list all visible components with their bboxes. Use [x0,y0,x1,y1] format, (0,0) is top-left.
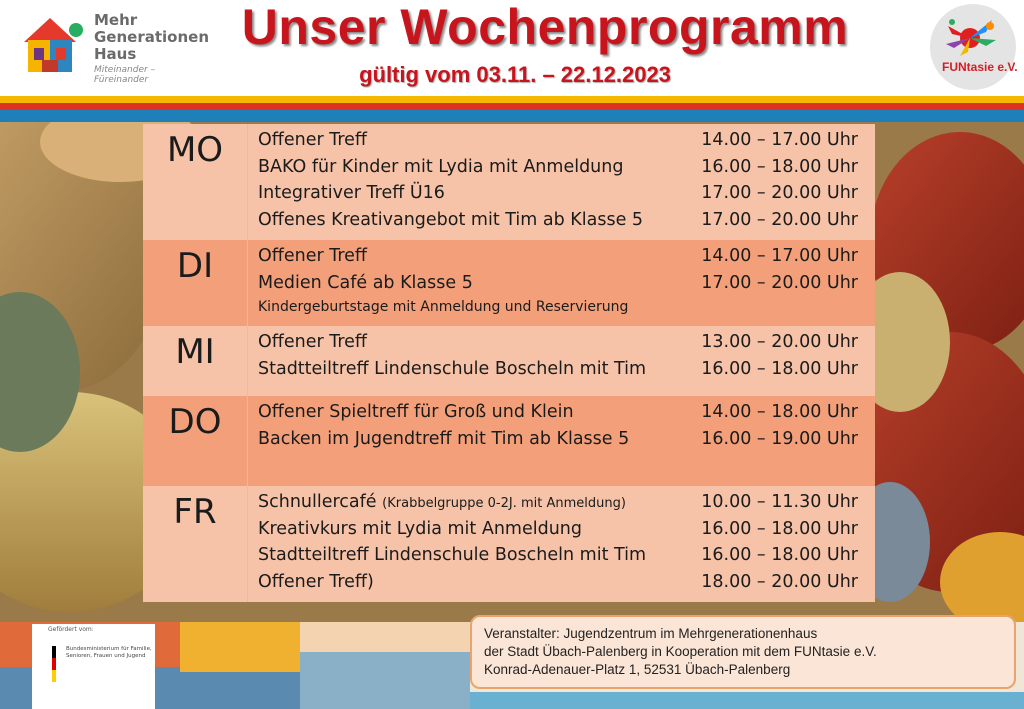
entry-time: 17.00 – 20.00 Uhr [701,183,858,203]
logo-text [94,12,210,85]
schedule-row-do [143,396,875,486]
entry-name: Kreativkurs mit Lydia mit Anmeldung [258,518,582,539]
schedule-entry [258,155,868,182]
entry-time: 16.00 – 18.00 Uhr [701,518,858,539]
entry-name: Offener Treff) [258,571,374,592]
organizer-line-1: Veranstalter: Jugendzentrum im Mehrgenerationenhaus [484,626,818,641]
entry-name: Backen im Jugendtreff mit Tim ab Klasse 5 [258,428,630,449]
day-label: DI [176,246,214,286]
schedule-entry [258,570,868,597]
page-subtitle: gültig vom 03.11. – 22.12.2023 [359,62,671,87]
stripe-yellow [0,96,1024,103]
day-cell [143,240,248,326]
entry-name: Stadtteiltreff Lindenschule Boscheln mit Tim [258,358,647,379]
day-label: MO [166,130,224,170]
schedule-entry [258,128,868,155]
entry-time: 17.00 – 20.00 Uhr [701,272,858,293]
entry-time: 18.00 – 20.00 Uhr [701,571,858,592]
entry-time: 16.00 – 18.00 Uhr [701,545,858,565]
schedule-entry [258,271,868,298]
entry-name-main: Schnullercafé [258,492,377,512]
schedule-row-fr [143,486,875,602]
entry-name: Offener Treff [258,130,367,150]
entry-time: 14.00 – 18.00 Uhr [701,402,858,422]
day-cell [143,124,248,240]
schedule-entry [258,490,868,517]
schedule-entry [258,244,868,271]
schedule-row-mo [143,124,875,240]
entries [258,128,868,234]
day-label: DO [168,402,222,442]
house-logo-icon [20,14,86,76]
entry-time: 16.00 – 19.00 Uhr [701,428,858,449]
entry-name [258,492,626,512]
schedule-entry [258,208,868,235]
entry-name: Kindergeburtstage mit Anmeldung und Reservierung [258,299,629,315]
schedule-entry [258,357,868,384]
entry-time: 16.00 – 18.00 Uhr [701,358,858,379]
funding-label: Gefördert vom: [48,626,94,633]
entry-time: 17.00 – 20.00 Uhr [701,209,858,230]
entry-name: Medien Café ab Klasse 5 [258,272,473,293]
entry-time: 13.00 – 20.00 Uhr [701,332,858,352]
funding-box [32,624,155,709]
day-label: FR [173,492,217,532]
entry-name: Offener Treff [258,332,367,352]
schedule-entry [258,517,868,544]
schedule-entry [258,427,868,454]
logo-line-1: Mehr [94,11,138,29]
entries [258,490,868,596]
entry-time: 16.00 – 18.00 Uhr [701,156,858,177]
header-stripes [0,96,1024,122]
flag-eagle-icon [50,646,60,682]
entry-time: 14.00 – 17.00 Uhr [701,246,858,266]
funding-ministry: Bundesministerium für Familie, Senioren, Frauen und Jugend [66,646,152,659]
logo-slogan: Miteinander – Füreinander [94,65,156,85]
entry-note: (Krabbelgruppe 0-2J. mit Anmeldung) [382,496,626,511]
schedule-entry [258,543,868,570]
stripe-blue [0,110,1024,122]
schedule-row-di [143,240,875,326]
logo-line-3: Haus [94,45,137,63]
day-cell [143,486,248,602]
entries [258,330,868,383]
funtasie-label: FUNtasie e.V. [942,60,1018,74]
paint-splash-icon [930,4,1016,90]
entries [258,400,868,453]
entry-time: 10.00 – 11.30 Uhr [701,492,858,512]
entry-name: Offener Treff [258,246,367,266]
stripe-red [0,103,1024,110]
day-label: MI [175,332,215,372]
day-cell [143,326,248,396]
mehrgenerationenhaus-logo [20,12,210,84]
page-title: Unser Wochenprogramm [241,0,849,55]
day-cell [143,396,248,486]
entry-name: BAKO für Kinder mit Lydia mit Anmeldung [258,156,624,177]
header [0,0,1024,96]
schedule-row-mi [143,326,875,396]
entry-name: Offener Spieltreff für Groß und Klein [258,402,574,422]
entry-name: Stadtteiltreff Lindenschule Boscheln mit Tim [258,545,647,565]
funtasie-logo [930,4,1016,90]
organizer-line-2: der Stadt Übach-Palenberg in Kooperation mit dem FUNtasie e.V. [484,644,877,659]
schedule-entry [258,181,868,208]
schedule-entry [258,400,868,427]
organizer-box [470,615,1016,689]
schedule-table [143,124,875,602]
schedule-entry [258,297,868,319]
organizer-line-3: Konrad-Adenauer-Platz 1, 52531 Übach-Palenberg [484,662,791,677]
entry-name: Offenes Kreativangebot mit Tim ab Klasse 5 [258,209,644,230]
entry-time: 14.00 – 17.00 Uhr [701,130,858,150]
schedule-entry [258,330,868,357]
logo-line-2: Generationen [94,28,210,46]
entries [258,244,868,319]
entry-name: Integrativer Treff Ü16 [258,183,445,203]
